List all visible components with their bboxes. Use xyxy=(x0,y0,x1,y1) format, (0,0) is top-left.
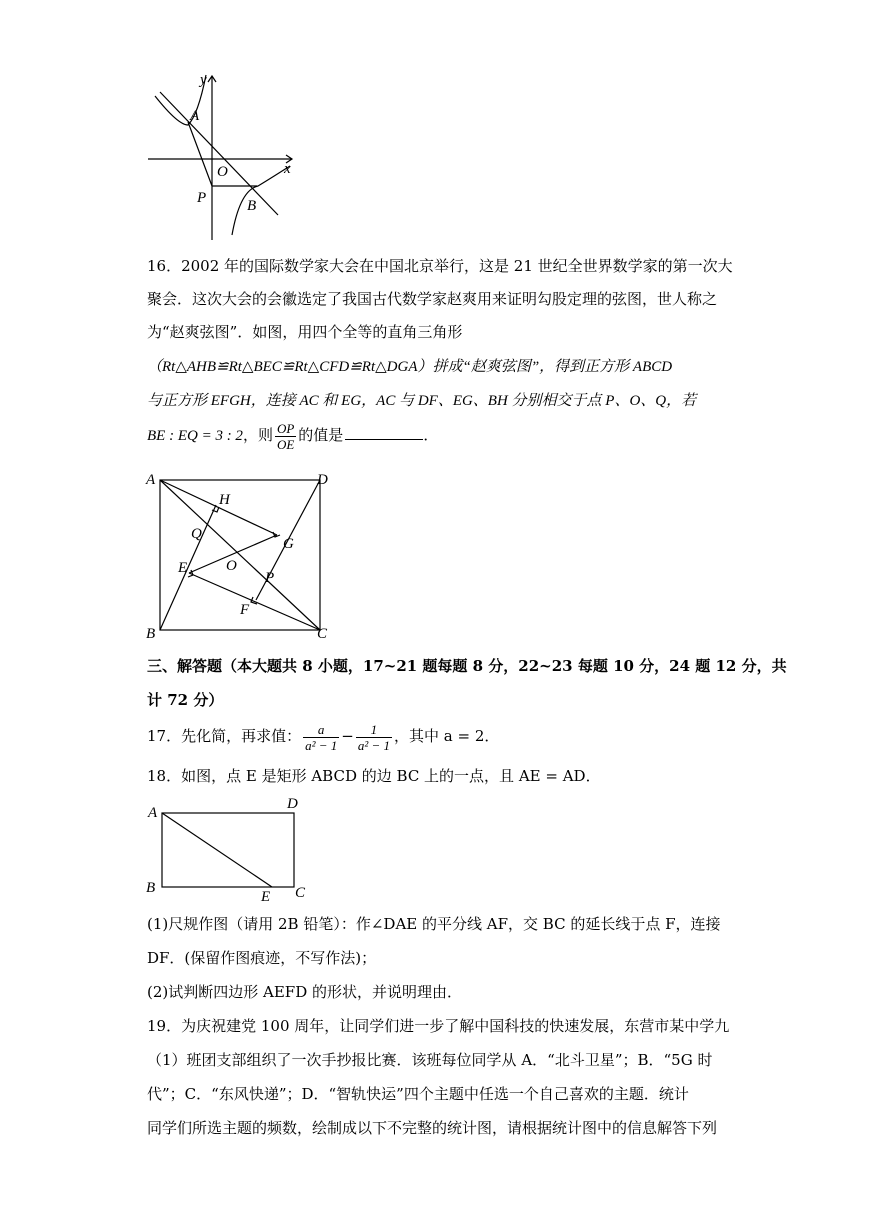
fraction-1-over-a2-1: $\frac{1}{\text{a² − 1}}$ xyxy=(357,721,391,753)
label-y: y xyxy=(200,72,207,88)
q16-line-3: 为“赵爽弦图”．如图，用四个全等的直角三角形 xyxy=(147,323,463,341)
q19-line-4: 同学们所选主题的频数，绘制成以下不完整的统计图，请根据统计图中的信息解答下列 xyxy=(147,1119,718,1137)
section-3-header-line-1: 三、解答题（本大题共 8 小题，17~21 题每题 8 分，22~23 每题 10 分，24 题 12 分，共 xyxy=(147,657,787,675)
segment-BH xyxy=(160,505,216,630)
right-angle-F xyxy=(251,597,257,604)
q18-line-1: 18．如图，点 E 是矩形 ABCD 的边 BC 上的一点，且 AE = AD． xyxy=(147,767,601,785)
q16-line-5: 与正方形 EFGH，连接 AC 和 EG，AC 与 DF、EG、BH 分别相交于点 P、O、Q，若 xyxy=(147,393,697,409)
answer-blank[interactable] xyxy=(345,425,423,440)
q16-line-2: 聚会．这次大会的会徽选定了我国古代数学家赵爽用来证明勾股定理的弦图，世人称之 xyxy=(147,290,718,308)
label-B: B xyxy=(247,198,257,214)
label-H: H xyxy=(219,492,230,508)
label-P: P xyxy=(265,570,275,586)
figure-15 xyxy=(140,70,310,250)
label-A: A xyxy=(190,108,200,124)
label-B: B xyxy=(146,880,156,896)
label-G: G xyxy=(283,536,294,552)
ratio-expression: BE : EQ = 3 : 2 xyxy=(147,428,243,444)
q18-part-2: (2)试判断四边形 AEFD 的形状，并说明理由． xyxy=(147,983,463,1001)
q19-line-1: 19．为庆祝建党 100 周年，让同学们进一步了解中国科技的快速发展，东营市某中学九 xyxy=(147,1017,730,1035)
fraction-op-oe: $\frac{OP}{OE}$ xyxy=(276,420,295,452)
fraction-a-over-a2-1: $\frac{a}{\text{a² − 1}}$ xyxy=(305,721,338,753)
line-AB xyxy=(160,92,278,215)
q18-part-1-line-2: DF．(保留作图痕迹，不写作法)； xyxy=(147,949,377,967)
q19-line-3: 代”；C．“东风快递”；D．“智轨快运”四个主题中任选一个自己喜欢的主题．统计 xyxy=(147,1085,689,1103)
label-O: O xyxy=(226,558,237,574)
q16-line-1: 16．2002 年的国际数学家大会在中国北京举行，这是 21 世纪全世界数学家的第一次大 xyxy=(147,257,733,275)
label-O: O xyxy=(217,164,228,180)
label-E: E xyxy=(261,889,271,902)
q17: 17．先化简，再求值： $\frac{a}{\text{a² − 1}}$ − $\frac{1}{\text{a² − 1}}$ ，其中 a = 2． xyxy=(147,721,500,753)
label-D: D xyxy=(317,472,328,488)
label-A: A xyxy=(148,805,158,821)
label-x: x xyxy=(284,161,291,177)
label-E: E xyxy=(178,560,188,576)
rectangle-ABCD xyxy=(162,813,294,887)
label-F: F xyxy=(240,602,250,618)
label-A: A xyxy=(146,472,156,488)
label-Q: Q xyxy=(191,526,202,542)
figure-16-zhao-shuang-diagram xyxy=(140,466,340,646)
q16-line-6: BE : EQ = 3 : 2，则 $\frac{OP}{OE}$ 的值是 ． xyxy=(147,420,439,452)
label-C: C xyxy=(295,885,306,901)
segment-AP xyxy=(188,122,212,186)
segment-AE xyxy=(162,813,272,887)
label-P: P xyxy=(197,190,207,206)
label-C: C xyxy=(317,626,328,642)
figure-18-rectangle xyxy=(140,792,320,902)
section-3-header-line-2: 计 72 分） xyxy=(147,691,224,709)
label-D: D xyxy=(287,796,298,812)
q19-line-2: （1）班团支部组织了一次手抄报比赛．该班每位同学从 A．“北斗卫星”；B．“5G 时 xyxy=(147,1051,713,1069)
segment-CE xyxy=(189,573,320,630)
q16-line-4: （Rt△AHB≌Rt△BEC≌Rt△CFD≌Rt△DGA）拼成“赵爽弦图”，得到正方形 ABCD xyxy=(147,359,673,375)
label-B: B xyxy=(146,626,156,642)
q18-part-1-line-1: (1)尺规作图（请用 2B 铅笔）：作∠DAE 的平分线 AF，交 BC 的延长线于点 F，连接 xyxy=(147,915,721,933)
